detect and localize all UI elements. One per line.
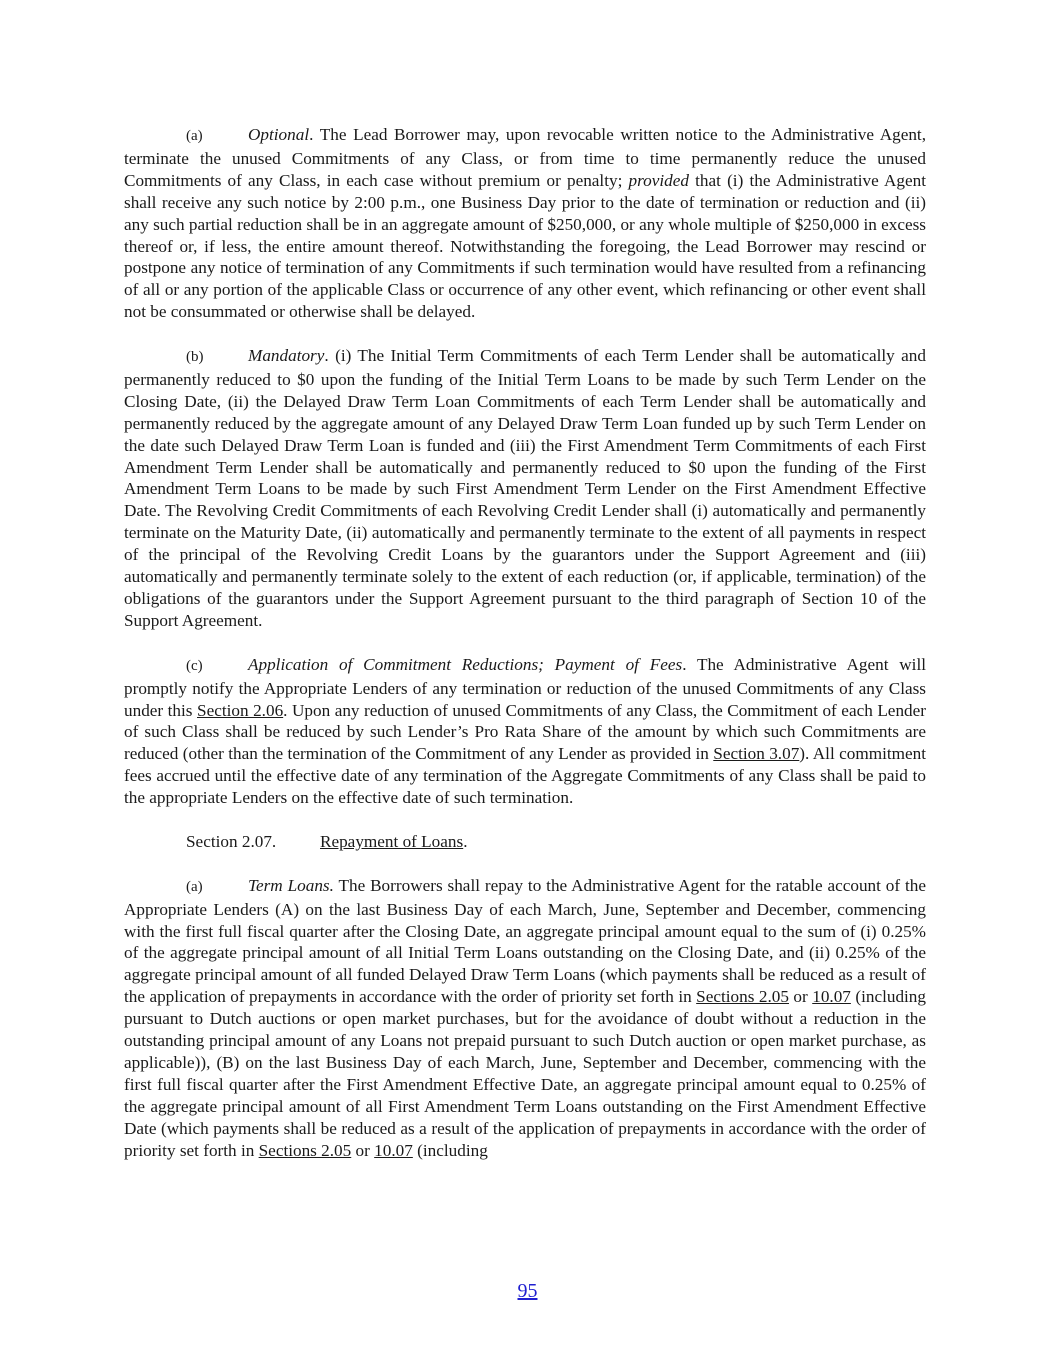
- clause-heading: Application of Commitment Reductions; Payment of Fees: [248, 654, 683, 674]
- section-reference-link[interactable]: 10.07: [374, 1140, 413, 1160]
- section-number: Section 2.07.: [186, 831, 277, 851]
- paragraph-term-loans: [124, 875, 926, 1162]
- provided-term: provided: [628, 170, 689, 190]
- document-page: [124, 124, 926, 1162]
- clause-marker: (b): [186, 349, 204, 366]
- paragraph-mandatory: [124, 345, 926, 632]
- clause-heading: Term Loans.: [248, 875, 334, 895]
- paragraph-optional: [124, 124, 926, 323]
- section-heading: [124, 831, 926, 853]
- page-number-link[interactable]: 95: [517, 1280, 538, 1302]
- clause-marker: (a): [186, 128, 203, 144]
- section-reference-link[interactable]: Section 2.06: [197, 700, 284, 720]
- section-title-period: .: [463, 831, 468, 851]
- clause-text: . (i) The Initial Term Commitments of each Term Lender shall be automatically and permanently reduced to $0 upon the funding of the Initial Term Loans to be made by such Term Lender on the Closing Date, (ii) the Delayed Draw Term Loan Commitments of each Term Lender shall be automatically and permanently reduced by the aggregate amount of any Delayed Draw Term Loan funded up by such Term Lender on the date such Delayed Draw Term Loan is funded and (iii) the First Amendment Term Commitments of each First Amendment Term Lender shall be automatically and permanently reduced to $0 upon the funding of the First Amendment Term Loans to be made by such First Amendment Term Lender on the First Amendment Effective Date. The Revolving Credit Commitments of each Revolving Credit Lender shall (i) automatically and permanently terminate on the Maturity Date, (ii) automatically and permanently terminate to the extent of all payments in respect of the principal of the Revolving Credit Loans by the guarantors under the Support Agreement and (iii) automatically and permanently terminate solely to the extent of each reduction (or, if applicable, termination) of the obligations of the guarantors under the Support Agreement pursuant to the third paragraph of Section 10 of the Support Agreement.: [124, 346, 926, 630]
- clause-text: or: [351, 1140, 375, 1160]
- clause-text: ). All commitment fees accrued until the effective date of any termination of the Aggregate Commitments of any Class shall be paid to the appropriate Lenders on the effective date of such termination.: [124, 744, 926, 808]
- clause-marker: (c): [186, 657, 203, 674]
- clause-text: . The Lead Borrower may, upon revocable written notice to the Administrative Agent, terminate the unused Commitments of any Class, or from time to time permanently reduce the unused Commitments of any Class, in each case without premium or penalty;: [124, 125, 926, 190]
- section-reference-link[interactable]: 10.07: [812, 987, 851, 1007]
- clause-text: that (i) the Administrative Agent shall receive any such notice by 2:00 p.m., one Business Day prior to the date of termination or reduction and (ii) any such partial reduction shall be in an aggregate amount of $250,000, or any whole multiple of $250,000 in excess thereof or, if less, the entire amount thereof. Notwithstanding the foregoing, the Lead Borrower may rescind or postpone any notice of termination of any Commitments if such termination would have resulted from a refinancing of all or any portion of the applicable Class or occurrence of any other event, which refinancing or other event shall not be consummated or otherwise shall be delayed.: [124, 170, 926, 322]
- section-reference-link[interactable]: Section 3.07: [713, 744, 800, 764]
- section-reference-link[interactable]: Sections 2.05: [258, 1140, 352, 1160]
- clause-marker: (a): [186, 878, 203, 895]
- section-reference-link[interactable]: Sections 2.05: [696, 987, 789, 1007]
- clause-heading: Optional: [248, 125, 310, 144]
- clause-text: (including: [412, 1140, 488, 1160]
- paragraph-application: [124, 654, 926, 809]
- clause-text: (including pursuant to Dutch auctions or open market purchases, but for the avoidance of doubt without a reduction in the outstanding principal amount of any Loans not prepaid pursuant to such Dutch auction or open market purchase, as applicable)), (B) on the last Business Day of each March, June, September and December, commencing with the first full fiscal quarter after the First Amendment Effective Date, an aggregate principal amount equal to 0.25% of the aggregate principal amount of all First Amendment Term Loans outstanding on the First Amendment Effective Date (which payments shall be reduced as a result of the application of prepayments in accordance with the order of priority set forth in: [124, 987, 926, 1160]
- section-title: Repayment of Loans: [320, 831, 464, 851]
- clause-text: The Borrowers shall repay to the Administrative Agent for the ratable account of the Appropriate Lenders (A) on the last Business Day of each March, June, September and December, commencing with the first full fiscal quarter after the Closing Date, an aggregate principal amount equal to the sum of (i) 0.25% of the aggregate principal amount of all Initial Term Loans outstanding on the Closing Date, and (ii) 0.25% of the aggregate principal amount of all funded Delayed Draw Term Loans (which payments shall be reduced as a result of the application of prepayments in accordance with the order of priority set forth in: [124, 875, 926, 1007]
- clause-text: or: [788, 987, 813, 1007]
- clause-text: . The Administrative Agent will promptly notify the Appropriate Lenders of any termination or reduction of the unused Commitments of any Class under this: [124, 654, 926, 720]
- clause-text: . Upon any reduction of unused Commitments of any Class, the Commitment of each Lender of such Class shall be reduced by such Lender’s Pro Rata Share of the amount by which such Commitments are reduced (other than the termination of the Commitment of any Lender as provided in: [124, 700, 926, 764]
- clause-heading: Mandatory: [248, 346, 325, 366]
